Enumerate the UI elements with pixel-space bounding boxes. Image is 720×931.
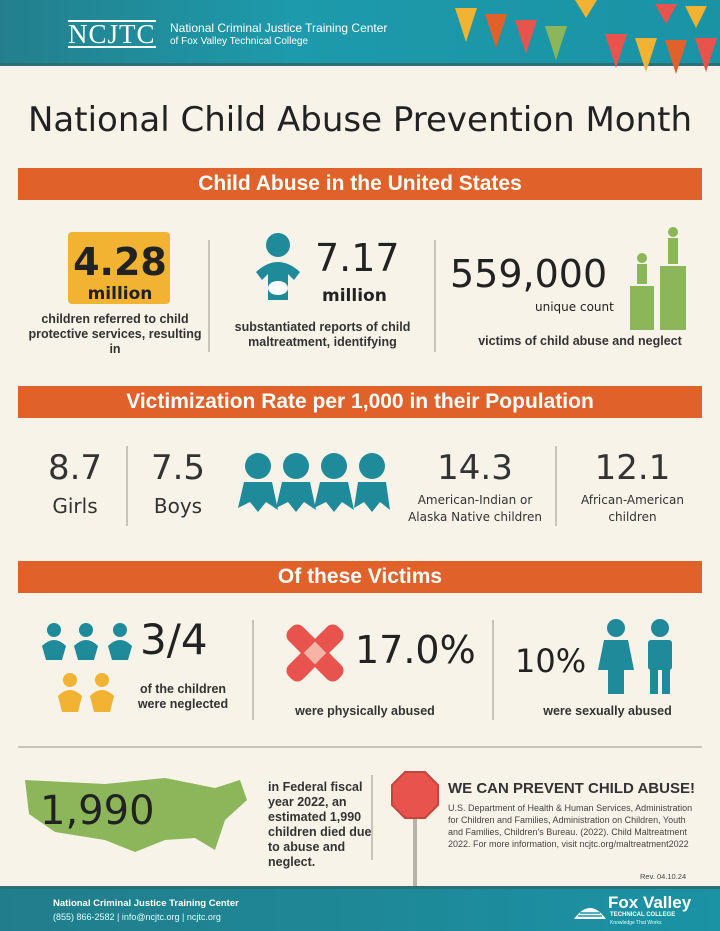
org-name [170,21,387,49]
footer-bar [0,886,720,931]
ncjtc-logo: NCJTC [68,19,156,49]
sexual-value: 10% [515,642,587,680]
footer-college: Fox Valley [608,893,692,912]
header-bar [0,0,720,66]
rate-african-value: 12.1 [594,448,671,488]
divider [18,746,702,748]
footer-college-sub: TECHNICAL COLLEGE [610,912,676,918]
section-banner-victims: Of these Victims [18,561,702,593]
neglect-caption: of the children were neglected [137,682,229,711]
footer-contact: (855) 866-2582 | info@ncjtc.org | ncjtc.org [53,912,221,922]
rate-girls-label: Girls [52,494,98,518]
stat-substantiated-caption: substantiated reports of child maltreatment, identifying [234,320,411,349]
footer-tagline: Knowledge That Works [610,920,662,926]
babies-icon [40,622,140,718]
stop-sign-icon [390,770,440,886]
footer-org: National Criminal Justice Training Center [53,898,239,909]
bandage-icon [278,616,352,690]
prevent-heading: WE CAN PREVENT CHILD ABUSE! [448,780,695,797]
physical-value: 17.0% [355,628,476,672]
baby-icon [250,232,306,302]
divider [434,240,436,352]
physical-caption: were physically abused [295,704,435,718]
deaths-text: in Federal fiscal year 2022, an estimated 1,990 children died due to abuse and neglect. [268,780,372,869]
prevent-source: U.S. Department of Health & Human Services, Administration for Children and Families, Administration on Children, Youth and Families, Children's Bureau. (2022). Child Maltreatment 2022. For more information, visit ncjtc.org/maltreatment2022 [448,803,693,849]
stat-referred-value: 4.28 [73,240,167,284]
fox-valley-logo-icon [572,897,608,921]
divider [126,446,128,526]
page-title: National Child Abuse Prevention Month [27,100,693,140]
neglect-value: 3/4 [140,615,208,664]
children-figures-icon [238,452,390,514]
rate-boys-label: Boys [153,494,203,518]
podium-figures-icon [626,226,690,330]
girl-boy-icon [596,618,682,694]
org-line2: of Fox Valley Technical College [170,36,309,47]
stat-victims-value: 559,000 [450,252,608,296]
org-line1: National Criminal Justice Training Center [170,21,388,35]
rate-native-label: American-Indian or Alaska Native children [408,493,542,524]
stat-referred-caption: children referred to child protective services, resulting in [28,312,202,356]
stat-victims-caption: victims of child abuse and neglect [478,334,682,348]
section-banner-us: Child Abuse in the United States [18,168,702,200]
divider [555,446,557,526]
sexual-caption: were sexually abused [543,704,672,718]
rate-girls-value: 8.7 [47,448,103,488]
stat-referred-unit: million [87,284,153,304]
stat-substantiated-unit: million [322,286,387,306]
stat-substantiated-value: 7.17 [315,236,400,280]
stat-victims-unit: unique count [535,300,614,314]
divider [208,240,210,352]
rate-native-value: 14.3 [437,448,513,488]
divider [252,620,254,720]
deaths-value: 1,990 [40,788,155,834]
divider [371,775,373,860]
rate-boys-value: 7.5 [150,448,206,488]
divider [492,620,494,720]
revision-date: Rev. 04.10.24 [640,872,687,881]
rate-african-label: African-American children [580,493,684,524]
section-banner-rate: Victimization Rate per 1,000 in their Population [18,386,702,418]
